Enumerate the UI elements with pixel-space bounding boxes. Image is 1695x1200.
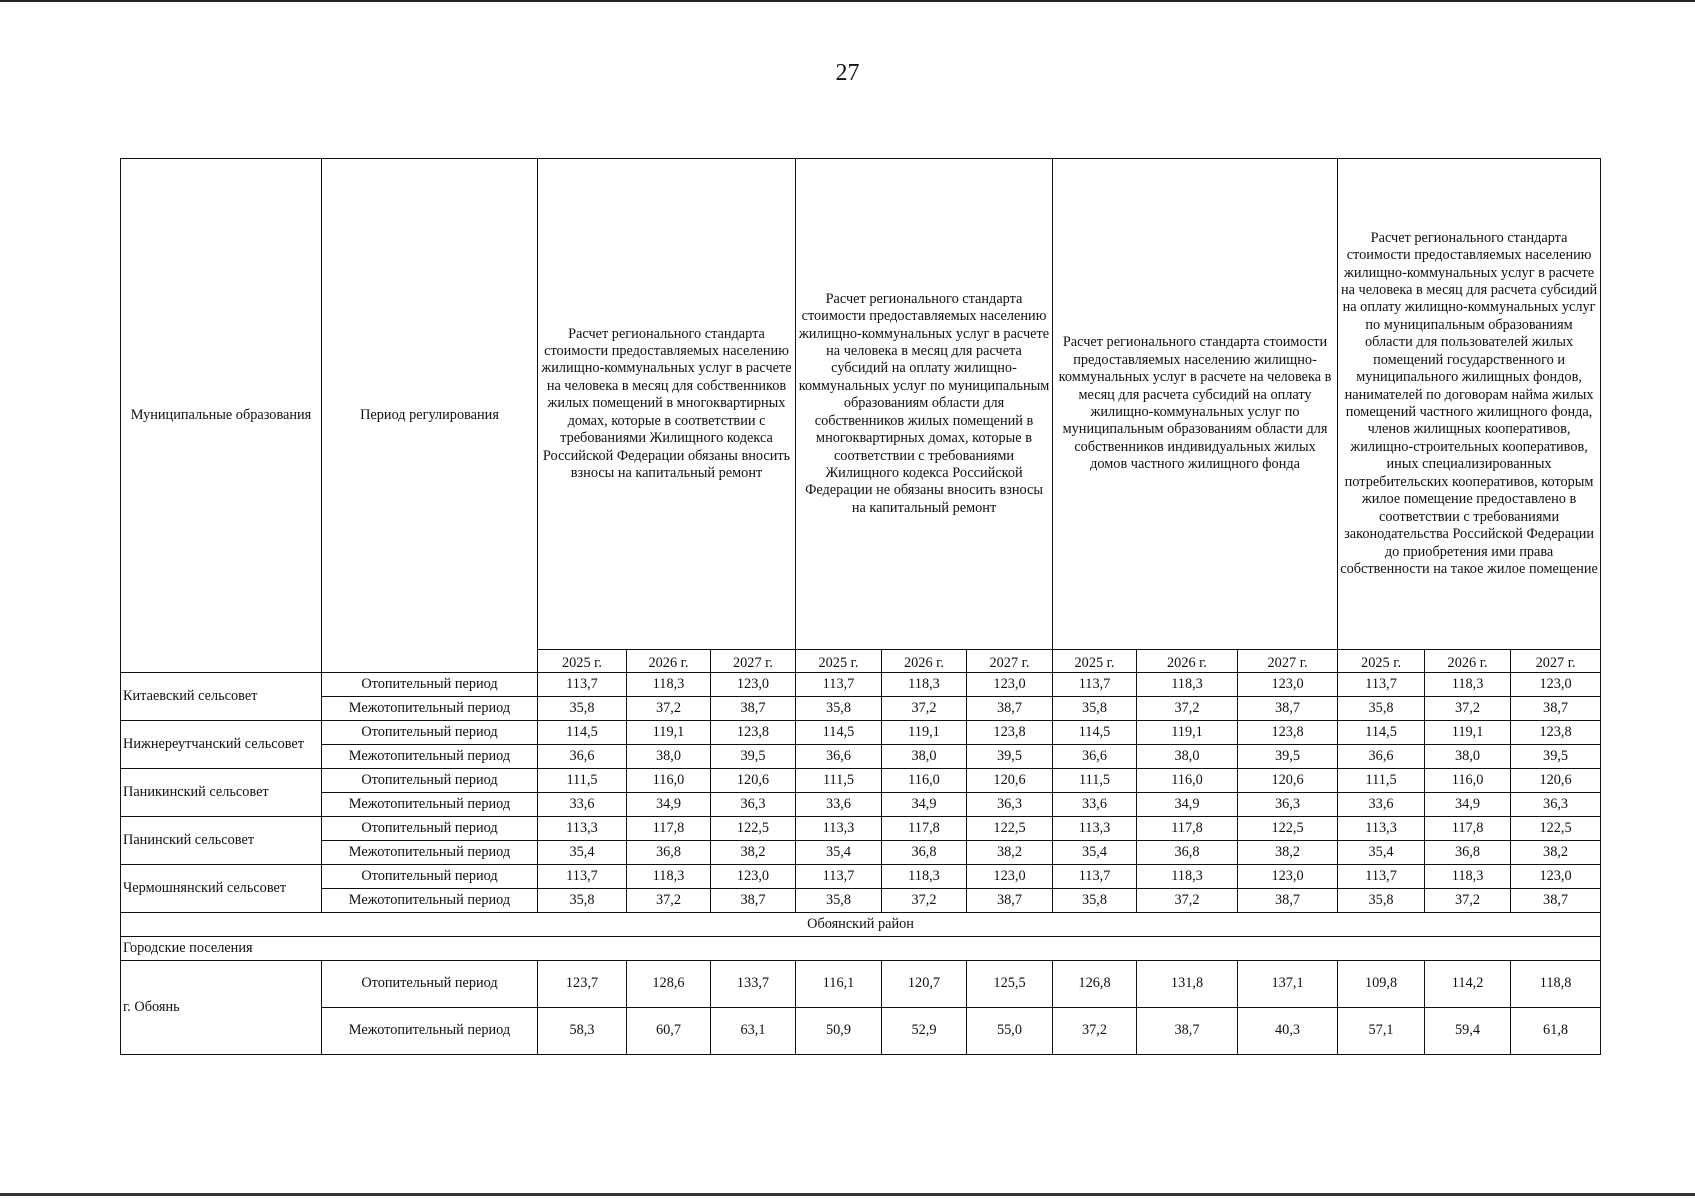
- value-cell: 128,6: [627, 961, 711, 1008]
- value-cell: 34,9: [882, 793, 967, 817]
- period-label-heating: Отопительный период: [322, 817, 538, 841]
- table-row: [121, 697, 1601, 721]
- header-group-3: Расчет регионального стандарта стоимости предоставляемых населению жилищно-коммунальных услуг в расчете на человека в месяц для расчета субсидий на оплату жилищно-коммунальных услуг по муниципальным образованиям области для собственников индивидуальных жилых домов частного жилищного фонда: [1053, 159, 1338, 650]
- value-cell: 35,4: [1338, 841, 1425, 865]
- value-cell: 50,9: [796, 1008, 882, 1055]
- value-cell: 55,0: [967, 1008, 1053, 1055]
- value-cell: 39,5: [711, 745, 796, 769]
- value-cell: 118,3: [627, 865, 711, 889]
- value-cell: 118,3: [882, 865, 967, 889]
- header-period: Период регулирования: [322, 159, 538, 673]
- value-cell: 123,0: [967, 673, 1053, 697]
- value-cell: 113,3: [796, 817, 882, 841]
- value-cell: 59,4: [1425, 1008, 1511, 1055]
- value-cell: 137,1: [1238, 961, 1338, 1008]
- period-label-heating: Отопительный период: [322, 865, 538, 889]
- value-cell: 33,6: [1338, 793, 1425, 817]
- value-cell: 36,3: [1238, 793, 1338, 817]
- year-header: 2025 г.: [1338, 650, 1425, 673]
- value-cell: 122,5: [1238, 817, 1338, 841]
- value-cell: 37,2: [1137, 889, 1238, 913]
- value-cell: 52,9: [882, 1008, 967, 1055]
- value-cell: 113,7: [1053, 865, 1137, 889]
- value-cell: 36,8: [1425, 841, 1511, 865]
- district-header-row: [121, 913, 1601, 937]
- period-label-nonheating: Межотопительный период: [322, 697, 538, 721]
- year-header: 2027 г.: [1511, 650, 1601, 673]
- value-cell: 114,5: [538, 721, 627, 745]
- table-row: [121, 721, 1601, 745]
- value-cell: 33,6: [1053, 793, 1137, 817]
- group-header-row: [121, 937, 1601, 961]
- value-cell: 131,8: [1137, 961, 1238, 1008]
- value-cell: 38,7: [1238, 889, 1338, 913]
- period-label-nonheating: Межотопительный период: [322, 841, 538, 865]
- value-cell: 36,8: [882, 841, 967, 865]
- value-cell: 118,3: [1425, 865, 1511, 889]
- value-cell: 116,0: [1137, 769, 1238, 793]
- value-cell: 118,3: [1425, 673, 1511, 697]
- value-cell: 125,5: [967, 961, 1053, 1008]
- value-cell: 126,8: [1053, 961, 1137, 1008]
- value-cell: 123,0: [1511, 673, 1601, 697]
- year-header: 2025 г.: [796, 650, 882, 673]
- value-cell: 38,0: [1137, 745, 1238, 769]
- municipality-name: Китаевский сельсовет: [121, 673, 322, 721]
- value-cell: 37,2: [1053, 1008, 1137, 1055]
- value-cell: 113,3: [538, 817, 627, 841]
- value-cell: 118,3: [1137, 865, 1238, 889]
- value-cell: 118,8: [1511, 961, 1601, 1008]
- value-cell: 38,0: [882, 745, 967, 769]
- page-bottom-edge: [0, 1193, 1695, 1196]
- value-cell: 123,8: [1238, 721, 1338, 745]
- value-cell: 35,8: [1053, 889, 1137, 913]
- table-row: [121, 769, 1601, 793]
- period-label-nonheating: Межотопительный период: [322, 793, 538, 817]
- year-header: 2026 г.: [1137, 650, 1238, 673]
- value-cell: 35,8: [538, 889, 627, 913]
- value-cell: 39,5: [1238, 745, 1338, 769]
- period-label-heating: Отопительный период: [322, 721, 538, 745]
- value-cell: 34,9: [627, 793, 711, 817]
- value-cell: 118,3: [627, 673, 711, 697]
- value-cell: 113,7: [1338, 673, 1425, 697]
- value-cell: 113,7: [538, 865, 627, 889]
- municipality-name: Чермошнянский сельсовет: [121, 865, 322, 913]
- table-row: [121, 793, 1601, 817]
- value-cell: 116,1: [796, 961, 882, 1008]
- value-cell: 113,3: [1053, 817, 1137, 841]
- value-cell: 114,2: [1425, 961, 1511, 1008]
- value-cell: 35,8: [1338, 889, 1425, 913]
- year-header: 2025 г.: [1053, 650, 1137, 673]
- value-cell: 120,6: [711, 769, 796, 793]
- municipality-name: г. Обоянь: [121, 961, 322, 1055]
- value-cell: 113,7: [796, 865, 882, 889]
- value-cell: 119,1: [882, 721, 967, 745]
- year-header: 2026 г.: [627, 650, 711, 673]
- value-cell: 36,6: [1338, 745, 1425, 769]
- table-row: [121, 745, 1601, 769]
- value-cell: 117,8: [1137, 817, 1238, 841]
- value-cell: 38,2: [1238, 841, 1338, 865]
- value-cell: 36,3: [967, 793, 1053, 817]
- value-cell: 113,7: [538, 673, 627, 697]
- year-header: 2027 г.: [1238, 650, 1338, 673]
- value-cell: 111,5: [538, 769, 627, 793]
- value-cell: 116,0: [882, 769, 967, 793]
- value-cell: 117,8: [882, 817, 967, 841]
- municipality-name: Панинский сельсовет: [121, 817, 322, 865]
- value-cell: 40,3: [1238, 1008, 1338, 1055]
- value-cell: 36,3: [1511, 793, 1601, 817]
- year-header: 2026 г.: [1425, 650, 1511, 673]
- value-cell: 38,0: [1425, 745, 1511, 769]
- value-cell: 36,6: [538, 745, 627, 769]
- period-label-heating: Отопительный период: [322, 769, 538, 793]
- value-cell: 111,5: [1338, 769, 1425, 793]
- header-group-4: Расчет регионального стандарта стоимости предоставляемых населению жилищно-коммунальных услуг в расчете на человека в месяц для расчета субсидий на оплату жилищно-коммунальных услуг по муниципальным образованиям области для пользователей жилых помещений государственного и муниципального жилищных фондов, нанимателей по договорам найма жилых помещений частного жилищного фонда, членов жилищных кооперативов, жилищно-строительных кооперативов, иных специализированных потребительских кооперативов, которым жилое помещение предоставлено в соответствии с требованиями законодательства Российской Федерации до приобретения ими права собственности на такое жилое помещение: [1338, 159, 1601, 650]
- period-label-nonheating: Межотопительный период: [322, 1008, 538, 1055]
- municipality-name: Паникинский сельсовет: [121, 769, 322, 817]
- value-cell: 37,2: [1137, 697, 1238, 721]
- value-cell: 111,5: [1053, 769, 1137, 793]
- value-cell: 38,7: [1137, 1008, 1238, 1055]
- year-header: 2027 г.: [711, 650, 796, 673]
- value-cell: 37,2: [882, 889, 967, 913]
- value-cell: 123,8: [711, 721, 796, 745]
- value-cell: 37,2: [1425, 697, 1511, 721]
- value-cell: 38,7: [967, 889, 1053, 913]
- value-cell: 36,8: [1137, 841, 1238, 865]
- value-cell: 38,7: [1511, 697, 1601, 721]
- value-cell: 122,5: [711, 817, 796, 841]
- value-cell: 34,9: [1137, 793, 1238, 817]
- value-cell: 35,4: [538, 841, 627, 865]
- value-cell: 123,8: [967, 721, 1053, 745]
- value-cell: 120,6: [967, 769, 1053, 793]
- value-cell: 36,6: [796, 745, 882, 769]
- value-cell: 63,1: [711, 1008, 796, 1055]
- table-row: [121, 889, 1601, 913]
- page-top-edge: [0, 0, 1695, 2]
- table-row: [121, 841, 1601, 865]
- header-group-1: Расчет регионального стандарта стоимости предоставляемых населению жилищно-коммунальных услуг в расчете на человека в месяц для собственников жилых помещений в многоквартирных домах, которые в соответствии с требованиями Жилищного кодекса Российской Федерации обязаны вносить взносы на капитальный ремонт: [538, 159, 796, 650]
- value-cell: 119,1: [1137, 721, 1238, 745]
- value-cell: 123,0: [1511, 865, 1601, 889]
- value-cell: 36,6: [1053, 745, 1137, 769]
- value-cell: 123,0: [967, 865, 1053, 889]
- period-label-nonheating: Межотопительный период: [322, 745, 538, 769]
- value-cell: 33,6: [796, 793, 882, 817]
- value-cell: 120,6: [1511, 769, 1601, 793]
- value-cell: 113,7: [1338, 865, 1425, 889]
- value-cell: 33,6: [538, 793, 627, 817]
- value-cell: 38,7: [711, 889, 796, 913]
- municipality-name: Нижнереутчанский сельсовет: [121, 721, 322, 769]
- group-label: Городские поселения: [121, 937, 1601, 961]
- value-cell: 116,0: [627, 769, 711, 793]
- value-cell: 39,5: [967, 745, 1053, 769]
- district-rows: [121, 913, 1601, 1055]
- value-cell: 36,3: [711, 793, 796, 817]
- table-row: [121, 1008, 1601, 1055]
- value-cell: 61,8: [1511, 1008, 1601, 1055]
- value-cell: 123,0: [711, 865, 796, 889]
- year-header: 2025 г.: [538, 650, 627, 673]
- tariff-table: [120, 158, 1601, 1055]
- value-cell: 34,9: [1425, 793, 1511, 817]
- value-cell: 37,2: [627, 889, 711, 913]
- value-cell: 119,1: [1425, 721, 1511, 745]
- value-cell: 35,8: [1053, 697, 1137, 721]
- value-cell: 119,1: [627, 721, 711, 745]
- period-label-heating: Отопительный период: [322, 961, 538, 1008]
- municipality-rows: [121, 673, 1601, 913]
- value-cell: 35,4: [796, 841, 882, 865]
- table-row: [121, 865, 1601, 889]
- value-cell: 109,8: [1338, 961, 1425, 1008]
- value-cell: 123,0: [711, 673, 796, 697]
- value-cell: 38,7: [967, 697, 1053, 721]
- table-row: [121, 673, 1601, 697]
- district-name: Обоянский район: [121, 913, 1601, 937]
- value-cell: 37,2: [882, 697, 967, 721]
- header-municipality: Муниципальные образования: [121, 159, 322, 673]
- page-number: 27: [835, 60, 860, 86]
- year-header: 2027 г.: [967, 650, 1053, 673]
- value-cell: 123,0: [1238, 673, 1338, 697]
- value-cell: 37,2: [1425, 889, 1511, 913]
- value-cell: 35,8: [796, 697, 882, 721]
- value-cell: 57,1: [1338, 1008, 1425, 1055]
- period-label-heating: Отопительный период: [322, 673, 538, 697]
- value-cell: 123,7: [538, 961, 627, 1008]
- value-cell: 60,7: [627, 1008, 711, 1055]
- value-cell: 38,2: [711, 841, 796, 865]
- value-cell: 123,0: [1238, 865, 1338, 889]
- value-cell: 120,7: [882, 961, 967, 1008]
- value-cell: 35,8: [796, 889, 882, 913]
- value-cell: 114,5: [1338, 721, 1425, 745]
- value-cell: 113,7: [1053, 673, 1137, 697]
- period-label-nonheating: Межотопительный период: [322, 889, 538, 913]
- value-cell: 38,0: [627, 745, 711, 769]
- value-cell: 116,0: [1425, 769, 1511, 793]
- value-cell: 113,7: [796, 673, 882, 697]
- value-cell: 114,5: [796, 721, 882, 745]
- value-cell: 117,8: [627, 817, 711, 841]
- value-cell: 38,7: [711, 697, 796, 721]
- value-cell: 114,5: [1053, 721, 1137, 745]
- value-cell: 38,7: [1238, 697, 1338, 721]
- value-cell: 122,5: [967, 817, 1053, 841]
- value-cell: 122,5: [1511, 817, 1601, 841]
- value-cell: 35,8: [538, 697, 627, 721]
- value-cell: 58,3: [538, 1008, 627, 1055]
- value-cell: 120,6: [1238, 769, 1338, 793]
- value-cell: 113,3: [1338, 817, 1425, 841]
- value-cell: 38,2: [967, 841, 1053, 865]
- header-group-2: Расчет регионального стандарта стоимости предоставляемых населению жилищно-коммунальных услуг в расчете на человека в месяц для расчета субсидий на оплату жилищно-коммунальных услуг по муниципальным образованиям области для собственников жилых помещений в многоквартирных домах, которые в соответствии с требованиями Жилищного кодекса Российской Федерации не обязаны вносить взносы на капитальный ремонт: [796, 159, 1053, 650]
- value-cell: 111,5: [796, 769, 882, 793]
- table-row: [121, 817, 1601, 841]
- value-cell: 123,8: [1511, 721, 1601, 745]
- value-cell: 133,7: [711, 961, 796, 1008]
- value-cell: 36,8: [627, 841, 711, 865]
- value-cell: 38,7: [1511, 889, 1601, 913]
- year-header: 2026 г.: [882, 650, 967, 673]
- value-cell: 39,5: [1511, 745, 1601, 769]
- value-cell: 37,2: [627, 697, 711, 721]
- value-cell: 118,3: [882, 673, 967, 697]
- value-cell: 35,4: [1053, 841, 1137, 865]
- value-cell: 117,8: [1425, 817, 1511, 841]
- value-cell: 118,3: [1137, 673, 1238, 697]
- value-cell: 38,2: [1511, 841, 1601, 865]
- value-cell: 35,8: [1338, 697, 1425, 721]
- table-row: [121, 961, 1601, 1008]
